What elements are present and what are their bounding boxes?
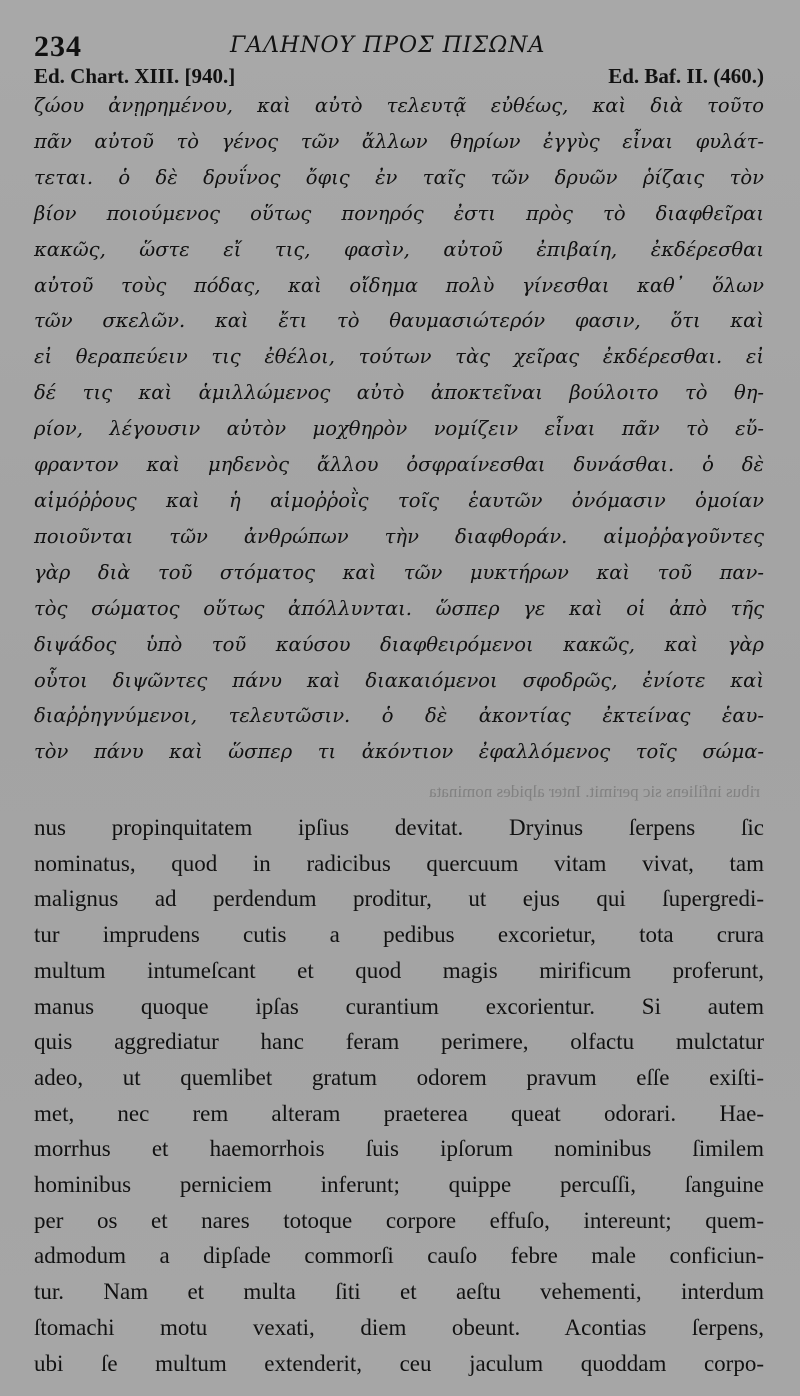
edition-right: Ed. Baf. II. (460.) xyxy=(608,64,764,88)
greek-line: γὰρ διὰ τοῦ στόματος καὶ τῶν μυκτήρων καὶ τοῦ παν- xyxy=(34,560,764,584)
latin-line: malignus ad perdendum proditur, ut ejus qui ſupergredi- xyxy=(34,886,764,912)
latin-text-block xyxy=(34,810,764,1381)
running-title: ΓΑΛΗΝΟΥ ΠΡΟΣ ΠΙΣΩΝΑ xyxy=(230,33,546,58)
latin-line: nominatus, quod in radicibus quercuum vitam vivat, tam xyxy=(34,850,764,876)
latin-line: hominibus perniciem inferunt; quippe percuſſi, ſanguine xyxy=(34,1172,764,1198)
latin-line: nus propinquitatem ipſius devitat. Dryinus ſerpens ſic xyxy=(34,815,764,840)
latin-line: ubi ſe multum extenderit, ceu jaculum quoddam corpo- xyxy=(34,1350,764,1376)
greek-text-block xyxy=(34,88,764,770)
latin-line: met, nec rem alteram praeterea queat odorari. Hae- xyxy=(34,1100,764,1126)
edition-left: Ed. Chart. XIII. [940.] xyxy=(34,64,236,88)
greek-line: τῶν σκελῶν. καὶ ἔτι τὸ θαυμασιώτερόν φασιν, ὅτι καὶ xyxy=(34,309,764,333)
greek-line: αὐτοῦ τοὺς πόδας, καὶ οἴδημα πολὺ γίνεσθαι καθ᾿ ὅλων xyxy=(34,273,764,297)
greek-line: αἱμόῤῥους καὶ ἡ αἱμοῤῥοῒς τοῖς ἑαυτῶν ὀνόμασιν ὁμοίαν xyxy=(34,488,764,512)
greek-line: βίον ποιούμενος οὕτως πονηρός ἐστι πρὸς τὸ διαφθεῖραι xyxy=(34,201,764,225)
latin-line: ſtomachi motu vexati, diem obeunt. Acontias ſerpens, xyxy=(34,1314,764,1340)
greek-line: ζώου ἀνῃρημένου, καὶ αὐτὸ τελευτᾷ εὐθέως, καὶ διὰ τοῦτο xyxy=(34,94,764,117)
greek-line: δέ τις καὶ ἁμιλλώμενος αὐτὸ ἀποκτεῖναι βούλοιτο τὸ θη- xyxy=(34,381,764,405)
latin-line: tur imprudens cutis a pedibus excorietur, tota crura xyxy=(34,922,764,948)
edition-references xyxy=(34,64,764,90)
latin-line: adeo, ut quemlibet gratum odorem pravum eſſe exiſti- xyxy=(34,1064,764,1090)
greek-line: τὸς σώματος οὕτως ἀπόλλυνται. ὥσπερ γε καὶ οἱ ἀπὸ τῆς xyxy=(34,596,764,620)
latin-line: admodum a dipſade commorſi cauſo febre male conficiun- xyxy=(34,1243,764,1269)
greek-line: ποιοῦνται τῶν ἀνθρώπων τὴν διαφθοράν. αἱμοῤῥαγοῦντες xyxy=(34,524,764,548)
greek-line: τὸν πάνυ καὶ ὥσπερ τι ἀκόντιον ἐφαλλόμενος τοῖς σώμα- xyxy=(34,740,764,764)
greek-line: οὗτοι διψῶντες πάνυ καὶ διακαιόμενοι σφοδρῶς, ἐνίοτε καὶ xyxy=(34,668,764,692)
greek-line: διαῤῥηγνύμενοι, τελευτῶσιν. ὁ δὲ ἀκοντίας ἐκτείνας ἑαυ- xyxy=(34,704,764,728)
latin-line: multum intumeſcant et quod magis mirificum proferunt, xyxy=(34,957,764,983)
greek-line: τεται. ὁ δὲ δρυΐνος ὄφις ἐν ταῖς τῶν δρυῶν ῥίζαις τὸν xyxy=(34,165,764,189)
greek-line: εἰ θεραπεύειν τις ἐθέλοι, τούτων τὰς χεῖρας ἐκδέρεσθαι. εἰ xyxy=(34,345,764,369)
page-header xyxy=(34,30,764,64)
latin-line: tur. Nam et multa ſiti et aeſtu vehementi, interdum xyxy=(34,1279,764,1305)
latin-line: per os et nares totoque corpore effuſo, intereunt; quem- xyxy=(34,1207,764,1233)
latin-line: manus quoque ipſas curantium excorientur. Si autem xyxy=(34,993,764,1019)
greek-line: διψάδος ὑπὸ τοῦ καύσου διαφθειρόμενοι κακῶς, καὶ γὰρ xyxy=(34,632,764,656)
latin-line: quis aggrediatur hanc feram perimere, olfactu mulctatur xyxy=(34,1029,764,1055)
greek-line: κακῶς, ὥστε εἴ τις, φασὶν, αὐτοῦ ἐπιβαίη, ἐκδέρεσθαι xyxy=(34,237,764,261)
latin-line: morrhus et haemorrhois ſuis ipſorum nominibus ſimilem xyxy=(34,1136,764,1162)
greek-line: πᾶν αὐτοῦ τὸ γένος τῶν ἄλλων θηρίων ἐγγὺς εἶναι φυλάτ- xyxy=(34,129,764,153)
greek-line: φραντον καὶ μηδενὸς ἄλλου ὀσφραίνεσθαι δυνάσθαι. ὁ δὲ xyxy=(34,453,764,477)
page-number: 234 xyxy=(34,30,82,63)
bleed-through-text: ribus infiliens sic perimit. Inter alpides nominata xyxy=(429,782,760,801)
greek-line: ρίον, λέγουσιν αὐτὸν μοχθηρὸν νομίζειν εἶναι πᾶν τὸ εὔ- xyxy=(34,417,764,441)
